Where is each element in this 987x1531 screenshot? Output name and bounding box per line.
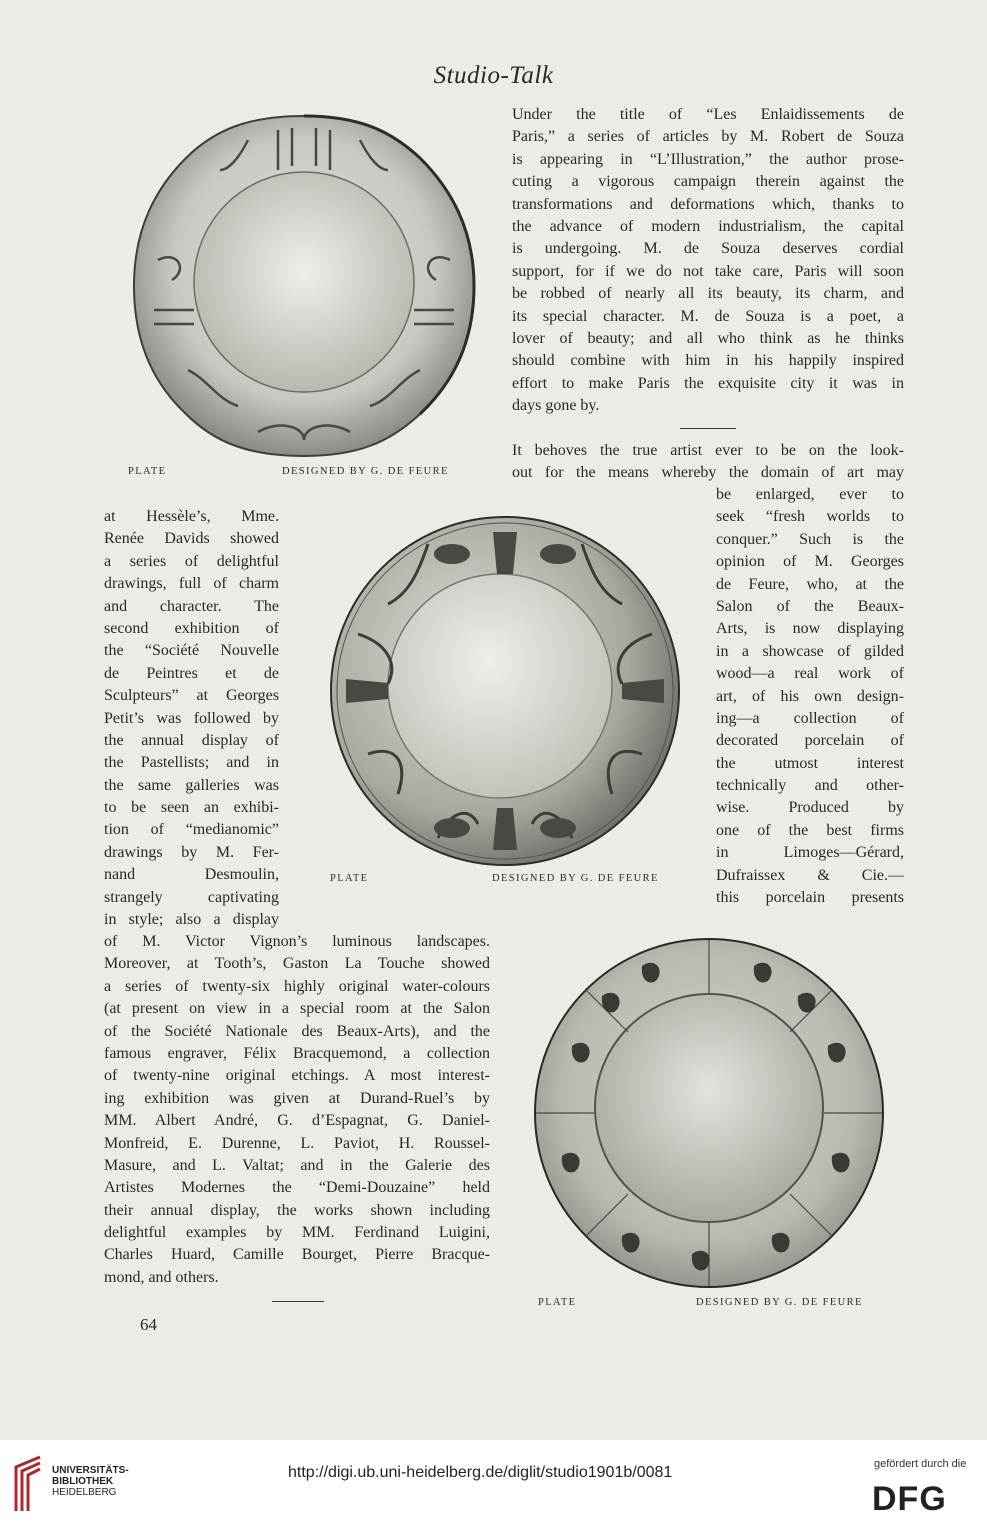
text-line: ing—a collection of xyxy=(716,709,904,727)
text-line: of twenty-nine original etchings. A most interest- xyxy=(104,1067,490,1085)
plate1-caption-label: PLATE xyxy=(128,466,167,477)
text-line: the advance of modern industrialism, the capital xyxy=(512,217,904,235)
text-line: effort to make Paris the exquisite city it was in xyxy=(512,374,904,392)
dfg-logo: DFG xyxy=(872,1480,947,1518)
text-line: in Limoges—Gérard, xyxy=(716,844,904,862)
text-line: Renée Davids showed xyxy=(104,530,279,548)
text-line: Paris,” a series of articles by M. Robert de Souza xyxy=(512,128,904,146)
text-line: Charles Huard, Camille Bourget, Pierre Bracque- xyxy=(104,1246,490,1264)
text-line: to be seen an exhibi- xyxy=(104,799,279,817)
text-line: Artistes Modernes the “Demi-Douzaine” held xyxy=(104,1179,490,1197)
text-line: tion of “medianomic” xyxy=(104,821,279,839)
text-line: cuting a vigorous campaign therein against the xyxy=(512,173,904,191)
text-line: of M. Victor Vignon’s luminous landscapes. xyxy=(104,933,490,950)
library-line-1: UNIVERSITÄTS- xyxy=(52,1465,129,1476)
text-line: Masure, and L. Valtat; and in the Galerie des xyxy=(104,1156,490,1174)
text-line: in a showcase of gilded xyxy=(716,642,904,660)
text-line: should combine with him in his happily inspired xyxy=(512,352,904,370)
paragraph-souza xyxy=(512,106,904,419)
text-line: of the Société Nationale des Beaux-Arts), and the xyxy=(104,1022,490,1040)
text-line: be enlarged, ever to xyxy=(716,486,904,503)
funded-by-label: gefördert durch die xyxy=(874,1458,967,1470)
library-line-3: HEIDELBERG xyxy=(52,1487,117,1498)
text-line: famous engraver, Félix Bracquemond, a collection xyxy=(104,1044,490,1062)
text-line: Salon of the Beaux- xyxy=(716,597,904,615)
plate1-caption-credit: DESIGNED BY G. DE FEURE xyxy=(282,466,449,477)
text-line: this porcelain presents xyxy=(716,889,904,907)
running-title: Studio-Talk xyxy=(433,62,554,89)
text-line: de Peintres et de xyxy=(104,664,279,682)
section-rule xyxy=(680,428,736,429)
paragraph-exhibitions-wide xyxy=(104,933,490,1291)
text-line: strangely captivating xyxy=(104,888,279,906)
text-line: drawings by M. Fer- xyxy=(104,843,279,861)
text-line: the same galleries was xyxy=(104,776,279,794)
text-line: and character. The xyxy=(104,597,279,615)
paragraph-de-feure-intro xyxy=(512,442,904,487)
library-logo-icon xyxy=(10,1453,48,1513)
text-line: days gone by. xyxy=(512,397,600,415)
text-line: Monfreid, E. Durenne, L. Paviot, H. Roussel- xyxy=(104,1134,490,1152)
text-line: in style; also a display xyxy=(104,911,279,929)
section-rule xyxy=(272,1301,324,1302)
plate2-caption-credit: DESIGNED BY G. DE FEURE xyxy=(492,873,659,884)
text-line: is appearing in “L’Illustration,” the author prose- xyxy=(512,150,904,168)
text-line: the annual display of xyxy=(104,731,279,749)
text-line: nand Desmoulin, xyxy=(104,866,279,884)
text-line: ing exhibition was given at Durand-Ruel’s by xyxy=(104,1089,490,1107)
text-line: technically and other- xyxy=(716,777,904,795)
text-line: de Feure, who, at the xyxy=(716,575,904,593)
text-line: Moreover, at Tooth’s, Gaston La Touche showed xyxy=(104,955,490,973)
text-line: MM. Albert André, G. d’Espagnat, G. Daniel- xyxy=(104,1112,490,1130)
text-line: wise. Produced by xyxy=(716,799,904,817)
plate-illustration-3 xyxy=(532,936,886,1290)
plate3-caption-credit: DESIGNED BY G. DE FEURE xyxy=(696,1297,863,1308)
text-line: It behoves the true artist ever to be on the look- xyxy=(512,442,904,459)
text-line: drawings, full of charm xyxy=(104,575,279,593)
plate2-caption-label: PLATE xyxy=(330,873,369,884)
text-line: Dufraissex & Cie.— xyxy=(716,866,904,884)
text-line: conquer.” Such is the xyxy=(716,530,904,548)
text-line: a series of twenty-six highly original water-colours xyxy=(104,977,490,995)
text-line: decorated porcelain of xyxy=(716,732,904,750)
page-number: 64 xyxy=(140,1315,157,1334)
text-line: the utmost interest xyxy=(716,754,904,772)
text-line: one of the best firms xyxy=(716,821,904,839)
plate-illustration-1 xyxy=(128,110,480,462)
text-line: Arts, is now displaying xyxy=(716,620,904,638)
text-line: Petit’s was followed by xyxy=(104,709,279,727)
text-line: be robbed of nearly all its beauty, its charm, and xyxy=(512,285,904,303)
text-line: the “Société Nouvelle xyxy=(104,642,279,660)
library-line-2: BIBLIOTHEK xyxy=(52,1476,114,1487)
text-line: support, for if we do not take care, Paris will soon xyxy=(512,262,904,280)
text-line: their annual display, the works shown including xyxy=(104,1201,490,1219)
text-line: at Hessèle’s, Mme. xyxy=(104,508,279,525)
text-line: opinion of M. Georges xyxy=(716,553,904,571)
text-line: seek “fresh worlds to xyxy=(716,508,904,526)
text-line: Under the title of “Les Enlaidissements de xyxy=(512,106,904,123)
text-line: wood—a real work of xyxy=(716,665,904,683)
text-line: the Pastellists; and in xyxy=(104,754,279,772)
text-line: art, of his own design- xyxy=(716,687,904,705)
paragraph-de-feure-body xyxy=(716,486,904,911)
text-line: Sculpteurs” at Georges xyxy=(104,687,279,705)
text-line: second exhibition of xyxy=(104,619,279,637)
text-line: lover of beauty; and all who think as he thinks xyxy=(512,329,904,347)
text-line: out for the means whereby the domain of art may xyxy=(512,464,904,482)
text-line: transformations and deformations which, thanks to xyxy=(512,195,904,213)
plate3-caption-label: PLATE xyxy=(538,1297,577,1308)
text-line: delightful examples by MM. Ferdinand Luigini, xyxy=(104,1224,490,1242)
text-line: its special character. M. de Souza is a poet, a xyxy=(512,307,904,325)
footer-bar xyxy=(0,1440,987,1531)
text-line: a series of delightful xyxy=(104,552,279,570)
library-name xyxy=(52,1465,129,1498)
permalink-url[interactable]: http://digi.ub.uni-heidelberg.de/diglit/studio1901b/0081 xyxy=(288,1464,673,1481)
plate-illustration-2 xyxy=(328,514,682,868)
text-line: is undergoing. M. de Souza deserves cordial xyxy=(512,240,904,258)
text-line: (at present on view in a special room at the Salon xyxy=(104,1000,490,1018)
paragraph-exhibitions-narrow xyxy=(104,508,279,933)
text-line: mond, and others. xyxy=(104,1268,219,1286)
